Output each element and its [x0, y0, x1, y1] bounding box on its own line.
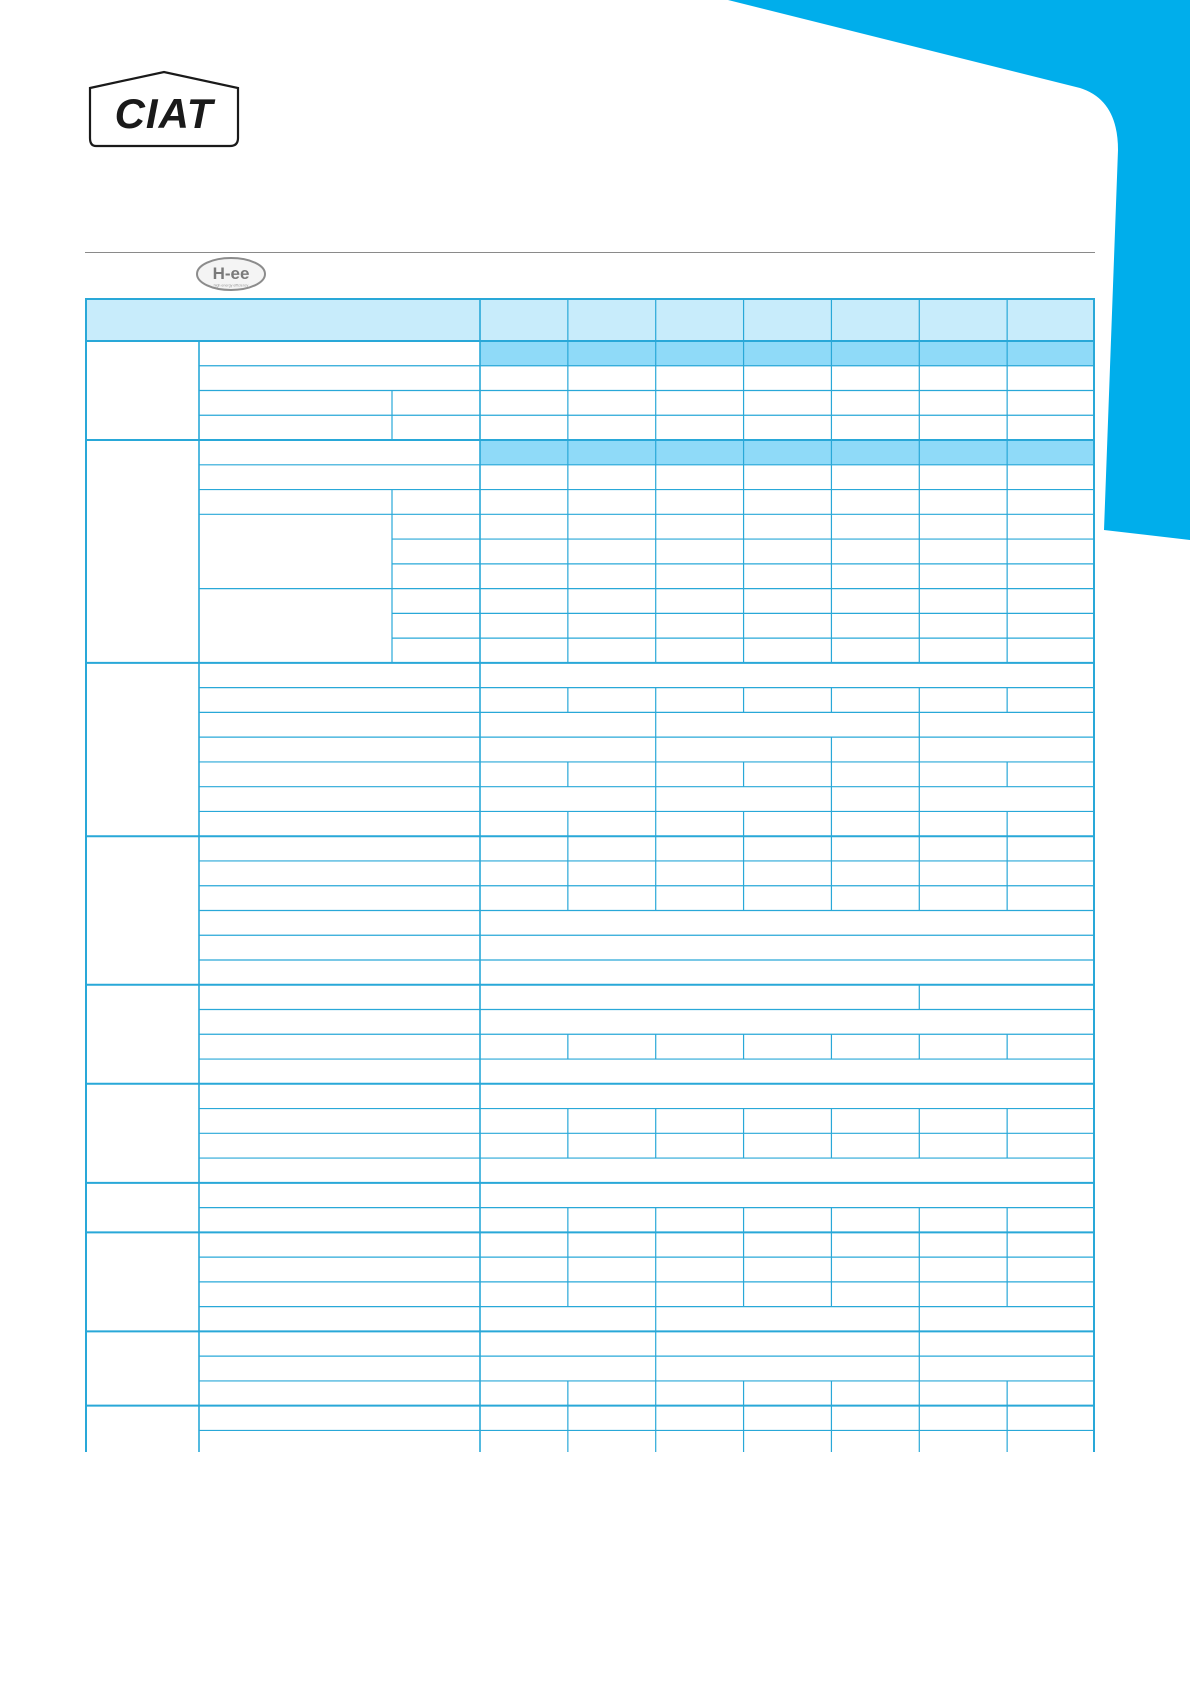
table-border	[86, 299, 1094, 1452]
logo-text: CIAT	[114, 90, 214, 137]
highlight-row	[480, 440, 1095, 465]
spec-table	[85, 298, 1095, 1452]
highlight-row	[480, 341, 1095, 366]
hee-badge	[195, 256, 267, 292]
header-row	[85, 298, 1095, 341]
ciat-logo	[86, 70, 242, 148]
badge-tagline: high energy efficiency	[213, 283, 249, 288]
badge-text: H-ee	[212, 264, 250, 283]
header-rule	[85, 252, 1095, 253]
